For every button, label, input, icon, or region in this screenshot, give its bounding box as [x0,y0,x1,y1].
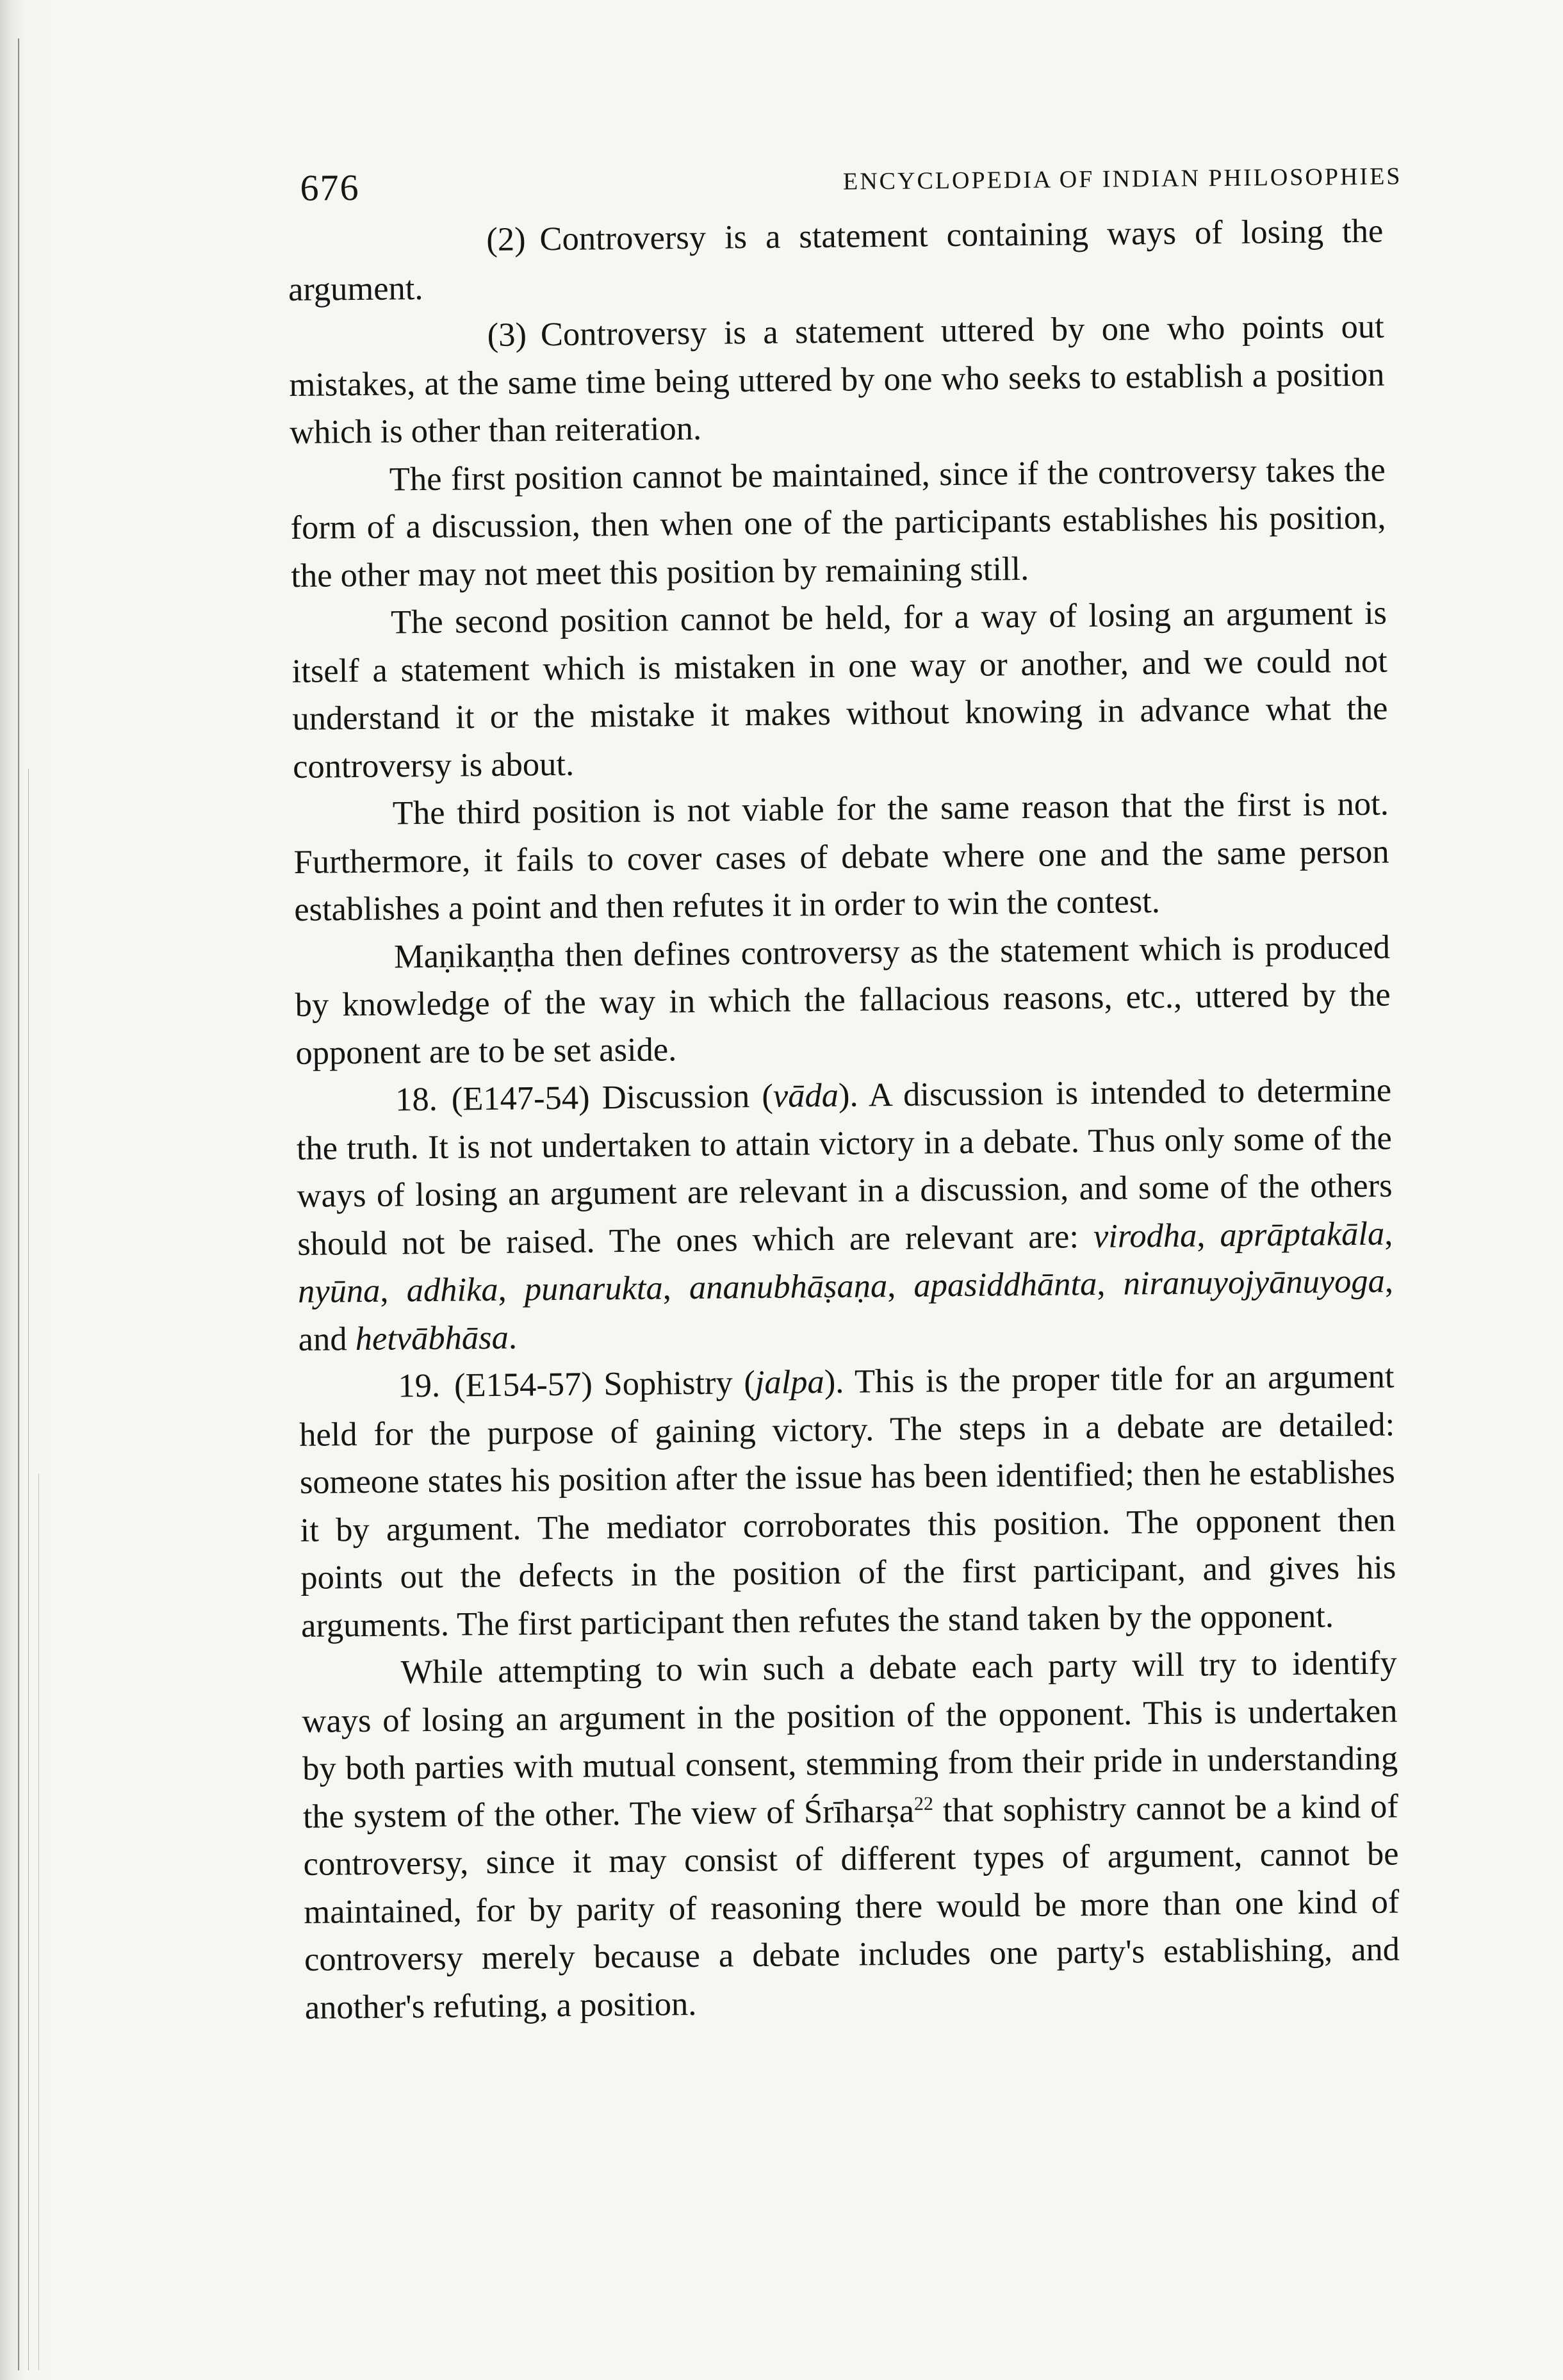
paragraph-sophistry: 19. (E154-57) Sophistry (jalpa). This is the proper title for an argument held for the purpose of gaining victory. The steps in a debate are detailed: someone states his position after the issue has been identified; then he establishes it by argument. The mediator corroborates this position. The opponent then points out the defects in the position of the first participant, and gives his arguments. The first participant then refutes the stand taken by the opponent. [299,1358,1396,1645]
term-list-item: hetvābhāsa [355,1318,509,1358]
footnote-marker: 22 [913,1793,934,1814]
term-list-item: niranuyojyānuyoga [1123,1262,1386,1302]
term-list-item: adhika [406,1270,498,1309]
section-reference: (E147-54) [451,1079,590,1118]
book-binding-edge [0,0,58,2380]
binding-line [28,769,29,2370]
book-page [287,144,1400,2031]
page-number: 676 [300,166,360,209]
binding-line [18,38,19,2370]
paragraph-discussion: 18. (E147-54) Discussion (vāda). A discussion is intended to determine the truth. It is not undertaken to attain victory in a debate. Thus only some of the ways of losing an argument are relevant in a discussion, and some of the others should not be raised. The ones which are relevant are: virodha, aprāptakāla, nyūna, adhika, punarukta, ananubhāṣaṇa, apasiddhānta, niranuyojyānuyoga, and hetvābhāsa. [296,1071,1394,1358]
paragraph-definition-3 [288,303,1385,457]
binding-line [38,1473,39,2370]
conjunction: and [298,1320,347,1358]
item-label: (3) [487,316,527,354]
term-list-item: ananubhāṣaṇa [689,1267,888,1307]
paragraph-text: This is the proper title for an argument held for the purpose of gaining victory. The steps in a debate are detailed: someone states his position after the issue has been identified; then he establishes it by argument. The mediator corroborates this position. The opponent then points out the defects in the position of the first participant, and gives his arguments. The first participant then refutes the stand taken by the opponent. [299,1358,1396,1645]
sanskrit-term: vāda [773,1076,839,1115]
section-number: 18. [395,1080,438,1119]
paragraph-text: that sophistry cannot be a kind of controversy, since it may consist of different types of argument, cannot be maintained, for by parity of reasoning there would be more than one kind of controversy merely because a debate includes one party's establishing, and another's refuting, a position. [303,1787,1400,2026]
running-head [287,144,1402,218]
paragraph-definition-2 [288,208,1384,313]
term-list-item: aprāptakāla [1220,1215,1385,1254]
section-title: Sophistry [603,1364,733,1403]
paragraph-text: A discussion is intended to determine the truth. It is not undertaken to attain victory in a debate. Thus only some of the ways of losing an argument are relevant in a discussion, and some of the others should not be raised. The ones which are relevant are: [296,1071,1393,1263]
paragraph-debate-strategy [301,1639,1400,2031]
term-list-item: virodha [1093,1216,1197,1255]
item-label: (2) [486,220,526,259]
running-title: ENCYCLOPEDIA OF INDIAN PHILOSOPHIES [842,163,1402,195]
paragraph-manikantha-definition: Maṇikaṇṭha then defines controversy as the statement which is produced by knowledge of the way in which the fallacious reasons, etc., uttered by the opponent are to be set aside. [295,928,1391,1072]
term-list-item: punarukta [524,1269,663,1308]
term-list-item: nyūna [297,1272,381,1310]
body-text [288,208,1400,2031]
section-number: 19. [398,1366,441,1405]
paragraph-text: Controversy is a statement uttered by one who points out mistakes, at the same time being uttered by one who seeks to establish a position which is other than reiteration. [289,308,1385,451]
paragraph-second-position: The second position cannot be held, for a way of losing an argument is itself a statement which is mistaken in one way or another, and we could not understand it or the mistake it makes without knowing in advance what the controversy is about. [291,594,1388,785]
section-reference: (E154-57) [454,1365,593,1404]
term-list-item: apasiddhānta [913,1265,1097,1304]
paragraph-third-position: The third position is not viable for the same reason that the first is not. Furthermore, it fails to cover cases of debate where one and the same person establishes a point and then refutes it in order to win the contest. [293,785,1389,928]
paragraph-text: Controversy is a statement containing ways of losing the argument. [288,212,1384,308]
paragraph-text: While attempting to win such a debate each party will try to identify ways of losing an argument in the position of the opponent. This is undertaken by both parties with mutual consent, stemming from their pride in understanding the system of the other. The view of Śrīharṣa [302,1644,1398,1835]
paragraph-first-position: The first position cannot be maintained, since if the controversy takes the form of a discussion, then when one of the participants establishes his position, the other may not meet this position by remaining still. [290,451,1386,595]
sanskrit-term: jalpa [755,1363,825,1402]
section-title: Discussion [601,1078,750,1117]
